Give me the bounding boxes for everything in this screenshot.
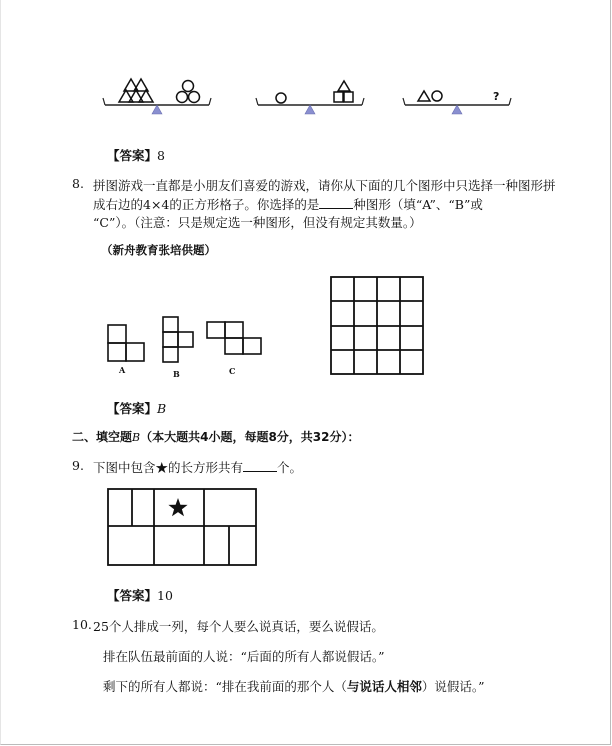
shape-b bbox=[163, 317, 193, 362]
q8-line2 bbox=[93, 195, 483, 213]
q7-answer bbox=[107, 145, 165, 164]
q8-line1: 拼图游戏一直都是小朋友们喜爱的游戏，请你从下面的几个图形中只选择一种图形拼 bbox=[93, 178, 556, 193]
q9-number: 9. bbox=[72, 458, 84, 473]
q10-number: 10. bbox=[72, 617, 92, 632]
q9-text-mid: 的长方形共有 bbox=[168, 460, 244, 475]
answer-blank bbox=[243, 459, 277, 472]
q9-text bbox=[93, 458, 302, 476]
answer-tag: 【答案】 bbox=[107, 401, 158, 416]
section-heading-pre: 二、填空题 bbox=[72, 430, 133, 444]
unknown-mark: ? bbox=[493, 90, 500, 103]
answer-value: 8 bbox=[157, 148, 165, 163]
rectangles-figure bbox=[107, 488, 259, 568]
q8-number: 8. bbox=[72, 176, 84, 191]
q8-credit: （新舟教育张培供题） bbox=[101, 243, 216, 257]
shape-label-c: C bbox=[229, 366, 236, 376]
q10-line3-post: ）说假话。” bbox=[421, 679, 485, 694]
shape-label-a: A bbox=[119, 365, 126, 375]
shape-label-b: B bbox=[173, 369, 180, 379]
answer-tag: 【答案】 bbox=[107, 148, 158, 163]
grid-4x4 bbox=[330, 276, 425, 376]
scale-3 bbox=[403, 90, 511, 114]
answer-value: 10 bbox=[157, 588, 173, 603]
scale-1 bbox=[103, 79, 211, 114]
q8-line3: “C”）。（注意：只是规定选一种图形，但没有规定其数量。） bbox=[93, 215, 422, 230]
star-icon: ★ bbox=[155, 460, 169, 475]
q8-line2-post: 种图形（填“A”、“B”或 bbox=[353, 197, 483, 212]
star-icon bbox=[168, 498, 187, 516]
shape-c bbox=[207, 322, 261, 354]
q9-answer bbox=[107, 585, 173, 604]
q10-line2: 排在队伍最前面的人说：“后面的所有人都说假话。” bbox=[103, 649, 385, 664]
q8-answer bbox=[107, 398, 166, 417]
section-heading bbox=[72, 428, 360, 445]
answer-tag: 【答案】 bbox=[107, 588, 158, 603]
answer-value: B bbox=[157, 401, 167, 416]
q8-line2-pre: 成右边的4×4的正方形格子。你选择的是 bbox=[93, 197, 320, 212]
q10-line3-bold: 与说话人相邻 bbox=[346, 679, 422, 694]
q10-line3 bbox=[103, 677, 485, 695]
section-heading-post: （本大题共4小题，每题8分，共32分）： bbox=[140, 430, 360, 444]
balance-scales-figure bbox=[105, 78, 525, 123]
q9-text-post: 个。 bbox=[277, 460, 303, 475]
q10-line3-pre: 剩下的所有人都说：“排在我前面的那个人（ bbox=[103, 679, 347, 694]
puzzle-pieces-figure bbox=[105, 315, 265, 380]
q9-text-pre: 下图中包含 bbox=[93, 460, 156, 475]
section-heading-level: B bbox=[132, 431, 141, 444]
answer-blank bbox=[319, 196, 353, 209]
q10-line1: 25个人排成一列，每个人要么说真话，要么说假话。 bbox=[93, 619, 384, 634]
shape-a bbox=[108, 325, 144, 361]
scale-2 bbox=[256, 81, 364, 114]
